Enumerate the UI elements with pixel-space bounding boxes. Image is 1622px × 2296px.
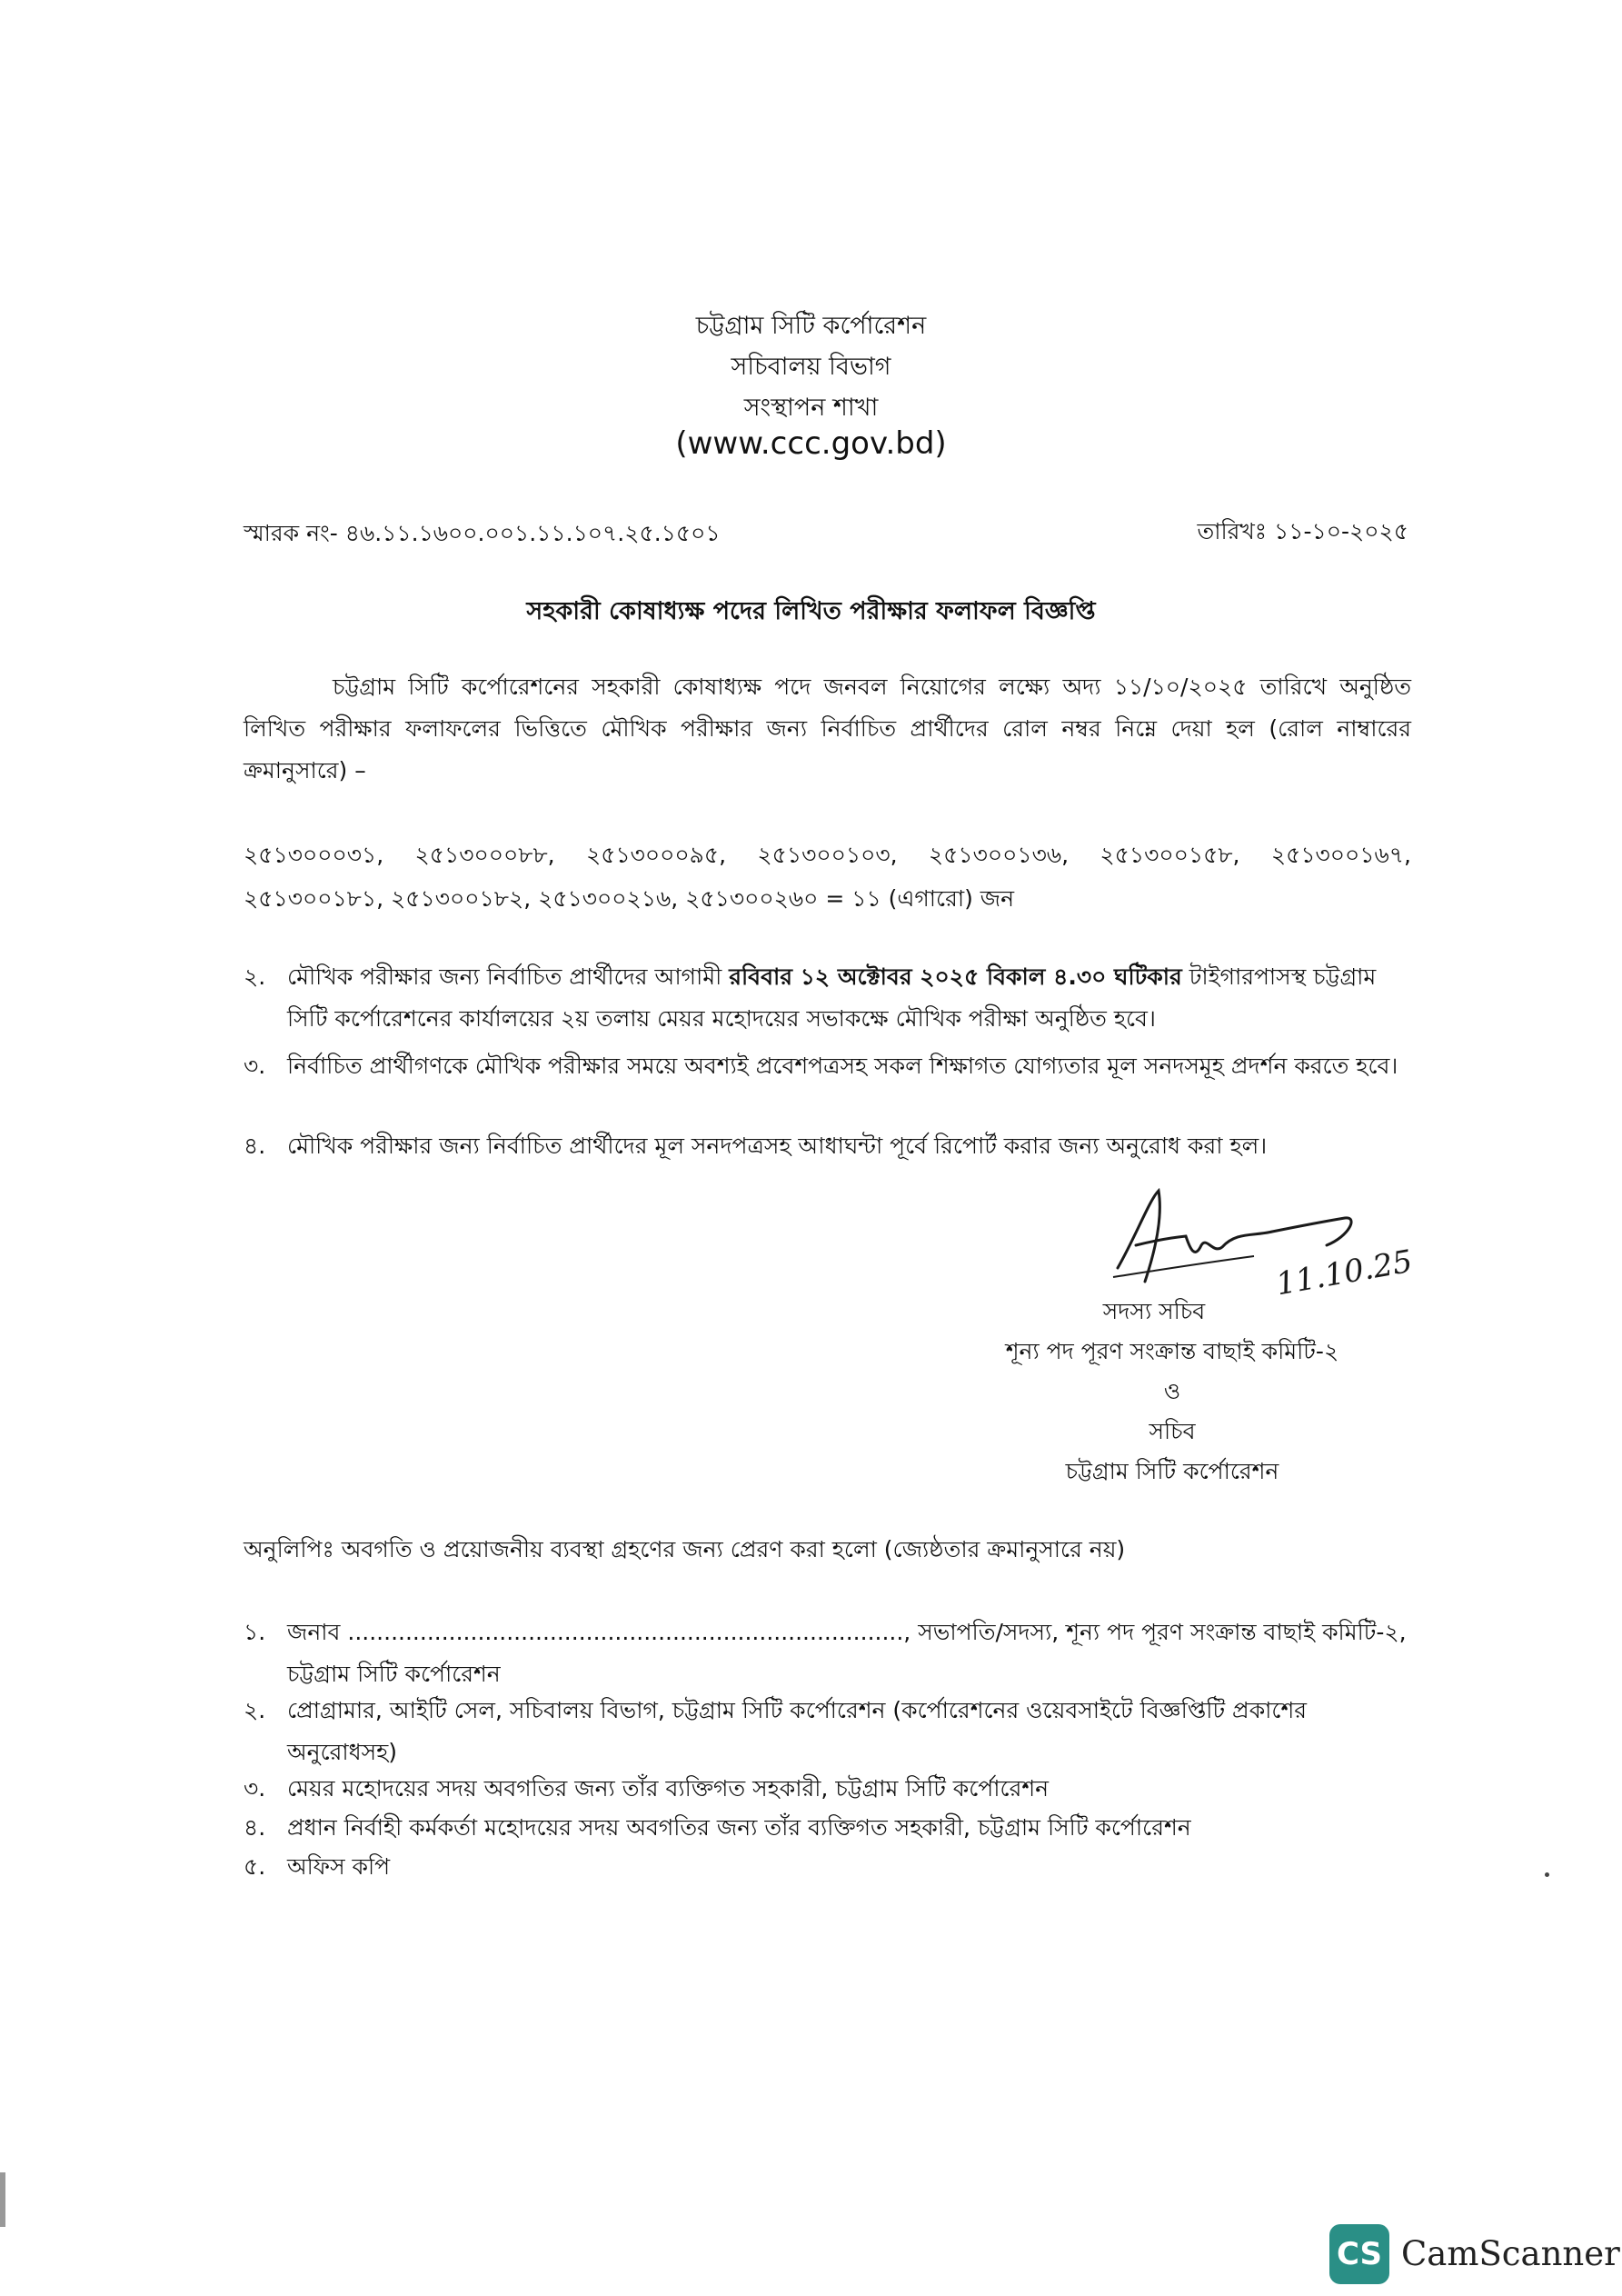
- scan-speck: [1545, 1872, 1549, 1877]
- intro-paragraph: চট্টগ্রাম সিটি কর্পোরেশনের সহকারী কোষাধ্যক্ষ পদে জনবল নিয়োগের লক্ষ্যে অদ্য ১১/১০/২০২৫ তারিখে অনুষ্ঠিত লিখিত পরীক্ষার ফলাফলের ভিত্তিতে মৌখিক পরীক্ষার জন্য নির্বাচিত প্রার্থীদের রোল নম্বর নিম্নে দেয়া হল (রোল নাম্বারের ক্রমানুসারে) –: [244, 674, 1411, 784]
- list-item: [244, 1125, 1411, 1167]
- signature-date: 11.10.25: [1273, 1243, 1416, 1303]
- list-item-text: জনাব ............................................................................., সভাপতি/সদস্য, শূন্য পদ পূরণ সংক্রান্ত বাছাই কমিটি-২, চট্টগ্রাম সিটি কর্পোরেশন: [287, 1619, 1407, 1687]
- list-item-number: ৪.: [244, 1133, 266, 1159]
- list-item-text: মৌখিক পরীক্ষার জন্য নির্বাচিত প্রার্থীদের মূল সনদপত্রসহ আধাঘন্টা পূর্বে রিপোর্ট করার জন্য অনুরোধ করা হল।: [287, 1133, 1268, 1159]
- camscanner-watermark-text: CamScanner: [1401, 2234, 1620, 2273]
- signatory-organization: চট্টগ্রাম সিটি কর্পোরেশন: [1065, 1458, 1279, 1484]
- handwritten-signature: [1100, 1182, 1445, 1309]
- list-item: [244, 956, 1411, 1040]
- secretary-title: সচিব: [1149, 1418, 1196, 1444]
- camscanner-logo-icon: CS: [1329, 2224, 1389, 2284]
- list-item-number: ৩.: [244, 1775, 266, 1802]
- point-text: মৌখিক পরীক্ষার জন্য নির্বাচিত প্রার্থীদের আগামী: [287, 963, 730, 990]
- list-item-text: প্রধান নির্বাহী কর্মকর্তা মহোদয়ের সদয় অবগতির জন্য তাঁর ব্যক্তিগত সহকারী, চট্টগ্রাম সিটি কর্পোরেশন: [287, 1814, 1191, 1841]
- website-link[interactable]: (www.ccc.gov.bd): [675, 425, 947, 462]
- list-item-text: [287, 956, 1411, 1040]
- list-item-number: ৪.: [244, 1814, 266, 1841]
- memo-number: স্মারক নং- ৪৬.১১.১৬০০.০০১.১১.১০৭.২৫.১৫০১: [244, 520, 721, 546]
- issue-date: তারিখঃ ১১-১০-২০২৫: [1197, 518, 1408, 544]
- list-item: [244, 1768, 1411, 1810]
- point-bold-text: রবিবার ১২ অক্টোবর ২০২৫ বিকাল ৪.৩০ ঘটিকার: [729, 963, 1182, 990]
- org-name: চট্টগ্রাম সিটি কর্পোরেশন: [695, 312, 927, 340]
- branch-name: সংস্থাপন শাখা: [743, 394, 879, 422]
- signatory-designation: সদস্য সচিব: [1102, 1298, 1206, 1324]
- list-item: [244, 1807, 1411, 1849]
- list-item-number: ১.: [244, 1619, 266, 1645]
- list-item: [244, 1045, 1411, 1087]
- notice-title: সহকারী কোষাধ্যক্ষ পদের লিখিত পরীক্ষার ফলাফল বিজ্ঞপ্তি: [526, 597, 1096, 625]
- conjunction-text: ও: [1163, 1378, 1181, 1404]
- list-item-number: ২.: [244, 963, 266, 990]
- list-item: [244, 1846, 1411, 1888]
- list-item-number: ৫.: [244, 1853, 266, 1880]
- division-name: সচিবালয় বিভাগ: [731, 353, 891, 381]
- scan-edge-mark: [0, 2172, 5, 2227]
- list-item-text: মেয়র মহোদয়ের সদয় অবগতির জন্য তাঁর ব্যক্তিগত সহকারী, চট্টগ্রাম সিটি কর্পোরেশন: [287, 1775, 1050, 1802]
- list-item-text: নির্বাচিত প্রার্থীগণকে মৌখিক পরীক্ষার সময়ে অবশ্যই প্রবেশপত্রসহ সকল শিক্ষাগত যোগ্যতার মূল সনদসমূহ প্রদর্শন করতে হবে।: [287, 1053, 1398, 1079]
- list-item: [244, 1690, 1411, 1773]
- list-item-text: প্রোগ্রামার, আইটি সেল, সচিবালয় বিভাগ, চট্টগ্রাম সিটি কর্পোরেশন (কর্পোরেশনের ওয়েবসাইটে বিজ্ঞপ্তিটি প্রকাশের অনুরোধসহ): [287, 1697, 1308, 1765]
- copy-to-heading: অনুলিপিঃ অবগতি ও প্রয়োজনীয় ব্যবস্থা গ্রহণের জন্য প্রেরণ করা হলো (জ্যেষ্ঠতার ক্রমানুসারে নয়): [244, 1536, 1126, 1562]
- roll-number-list: ২৫১৩০০০৩১, ২৫১৩০০০৮৮, ২৫১৩০০০৯৫, ২৫১৩০০১০৩, ২৫১৩০০১৩৬, ২৫১৩০০১৫৮, ২৫১৩০০১৬৭, ২৫১৩০০১৮১, ২৫১৩০০১৮২, ২৫১৩০০২১৬, ২৫১৩০০২৬০ = ১১ (এগারো) জন: [244, 842, 1411, 912]
- committee-name: শূন্য পদ পূরণ সংক্রান্ত বাছাই কমিটি-২: [1005, 1338, 1339, 1364]
- point-text: টাইগারপাসস্থ চট্টগ্রাম সিটি কর্পোরেশনের কার্যালয়ের ২য় তলায় মেয়র মহোদয়ের সভাকক্ষে মৌখিক পরীক্ষা অনুষ্ঠিত হবে।: [287, 963, 1377, 1032]
- list-item-number: ৩.: [244, 1053, 266, 1079]
- list-item-text: অফিস কপি: [287, 1853, 391, 1880]
- list-item-number: ২.: [244, 1697, 266, 1723]
- list-item: [244, 1612, 1411, 1695]
